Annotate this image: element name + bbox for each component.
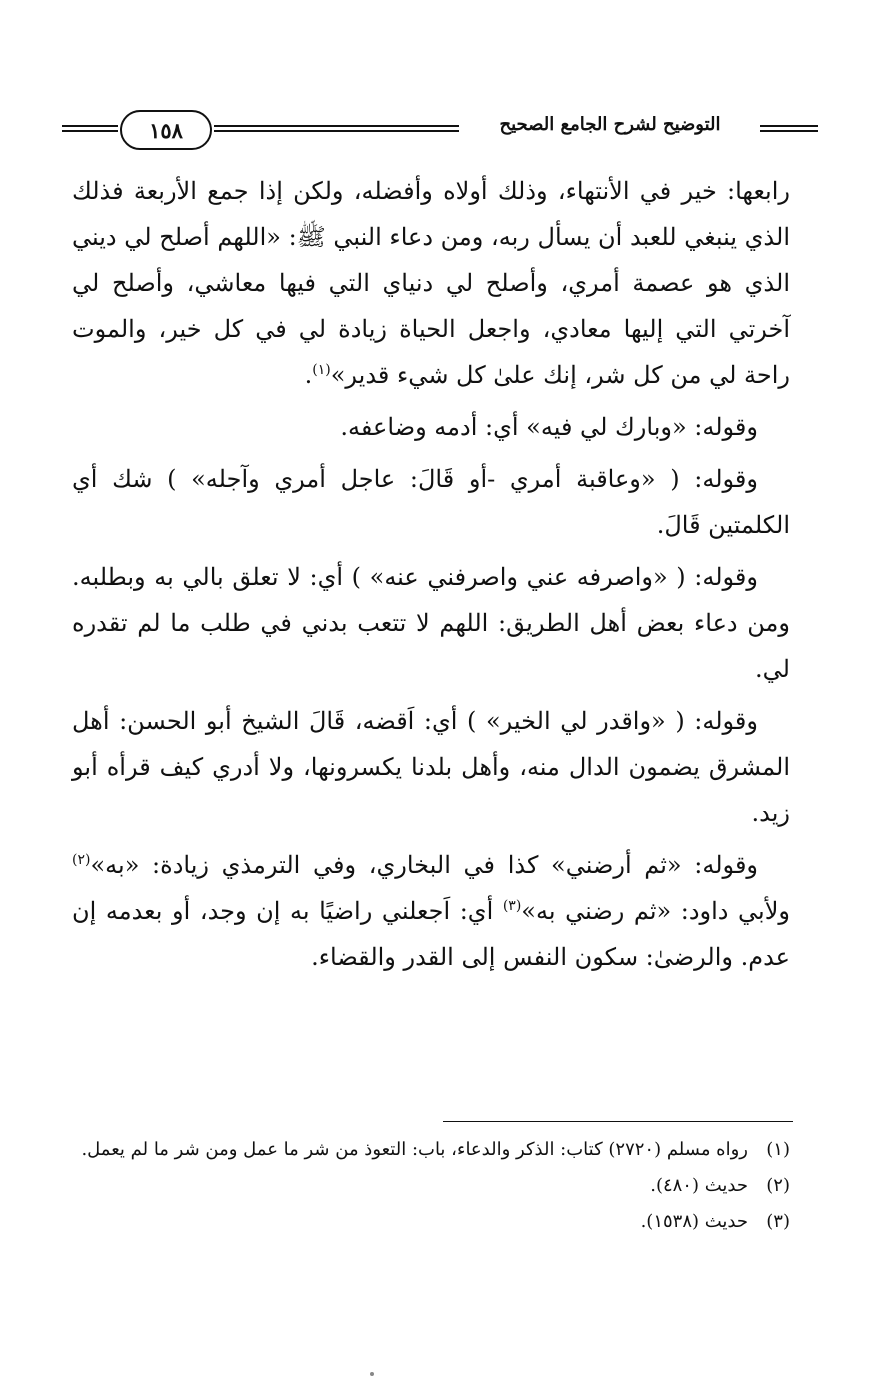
paragraph-1-text: رابعها: خير في الأنتهاء، وذلك أولاه وأفضله، ولكن إذا جمع الأربعة فذلك الذي ينبغي للعبد أن يسأل ربه، ومن دعاء النبي ﷺ: «اللهم أصلح لي ديني الذي هو عصمة أمري، وأصلح لي دنياي التي فيها معاشي، وأصلح لي آخرتي التي إليها معادي، واجعل الحياة زيادة لي في كل خير، والموت راحة لي من كل شر، إنك علىٰ كل شيء قدير» <box>72 177 790 389</box>
footnote-2 <box>72 1168 790 1204</box>
footnote-ref-3[interactable]: (٣) <box>502 898 522 914</box>
header-rule-middle <box>214 125 459 132</box>
footnote-separator <box>443 1121 793 1122</box>
footnote-1 <box>72 1132 790 1168</box>
footnote-ref-2[interactable]: (٢) <box>72 852 91 868</box>
footnote-3 <box>72 1204 790 1240</box>
scan-dot <box>370 1372 374 1376</box>
running-title: التوضيح لشرح الجامع الصحيح <box>499 114 721 135</box>
footnote-number: (٣) <box>766 1211 790 1232</box>
footnote-text: حديث (١٥٣٨). <box>640 1211 748 1232</box>
footnote-number: (١) <box>766 1139 790 1160</box>
footnote-text: رواه مسلم (٢٧٢٠) كتاب: الذكر والدعاء، باب: التعوذ من شر ما عمل ومن شر ما لم يعمل. <box>81 1139 748 1160</box>
paragraph-6-part-c: أي: اَجعلني راضيًا به إن وجد، أو بعدمه إن عدم. والرضىٰ: سكون النفس إلى القدر والقضاء. <box>72 897 790 971</box>
paragraph-3: وقوله: ( «وعاقبة أمري -أو قَالَ: عاجل أمري وآجله» ) شك أي الكلمتين قَالَ. <box>72 465 790 539</box>
footnote-text: حديث (٤٨٠). <box>650 1175 748 1196</box>
footnotes <box>72 1132 790 1240</box>
page-header <box>62 108 818 154</box>
paragraph-6-part-b: ولأبي داود: «ثم رضني به» <box>521 897 790 925</box>
footnote-number: (٢) <box>766 1175 790 1196</box>
footnote-ref-1[interactable]: (١) <box>312 362 331 378</box>
paragraph-1-tail: . <box>304 361 313 389</box>
paragraph-4: وقوله: ( «واصرفه عني واصرفني عنه» ) أي: لا تعلق بالي به وبطلبه. ومن دعاء بعض أهل الطريق: اللهم لا تتعب بدني في طلب ما لم تقدره لي. <box>72 563 790 683</box>
paragraph-1 <box>72 168 790 398</box>
paragraph-5: وقوله: ( «واقدر لي الخير» ) أي: اَقضه، قَالَ الشيخ أبو الحسن: أهل المشرق يضمون الدال منه، وأهل بلدنا يكسرونها، ولا أدري كيف قرأه أبو زيد. <box>72 707 790 827</box>
paragraph-6 <box>72 842 790 980</box>
header-rule-right <box>760 125 818 132</box>
paragraph-6-part-a: وقوله: «ثم أرضني» كذا في البخاري، وفي الترمذي زيادة: «به» <box>90 851 759 879</box>
page-number: ١٥٨ <box>120 110 212 150</box>
paragraph-2: وقوله: «وبارك لي فيه» أي: أدمه وضاعفه. <box>340 413 758 441</box>
main-text <box>72 168 790 986</box>
header-rule-left <box>62 125 118 132</box>
